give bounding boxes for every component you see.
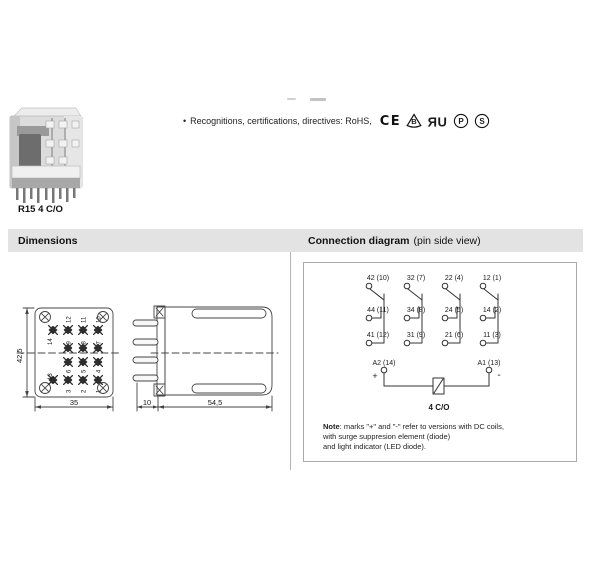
- contact-group-3: [442, 275, 463, 346]
- pin-marker: [94, 376, 103, 385]
- certification-line: [183, 112, 490, 130]
- terminal-label: 12 (1): [482, 275, 502, 282]
- side-view: [133, 306, 278, 396]
- side-clip: [154, 384, 165, 396]
- connection-title: Connection diagram: [308, 234, 410, 247]
- terminal-circle: [442, 315, 448, 321]
- connection-diagram-box: [303, 262, 577, 462]
- svg-text:U: U: [437, 114, 448, 129]
- terminal-circle: [404, 283, 410, 289]
- pin-marker: [79, 376, 88, 385]
- pin-marker: [94, 358, 103, 367]
- side-pin: [133, 375, 158, 381]
- pin-marker: [79, 326, 88, 335]
- coil-terminal-label: A1 (13): [477, 360, 501, 367]
- pin-label: 2: [81, 389, 88, 393]
- contact-group-1: [366, 275, 389, 346]
- section-header-connection: [300, 229, 583, 252]
- note-label: Note: [323, 422, 340, 431]
- relay-photo: [4, 104, 88, 204]
- certification-text: Recognitions, certifications, directives: RoHS,: [190, 116, 372, 126]
- terminal-circle: [442, 340, 448, 346]
- dim-pinlen-label: 10: [142, 398, 152, 407]
- terminal-circle: [404, 315, 410, 321]
- terminal-circle: [486, 367, 492, 373]
- svg-text:R: R: [427, 114, 438, 129]
- terminal-label: 21 (6): [444, 332, 464, 339]
- pin-label: 9: [66, 341, 73, 345]
- corner-screw: [40, 312, 51, 323]
- contact-type-label: 4 C/O: [428, 403, 450, 412]
- pin-label: 11: [81, 316, 88, 323]
- front-pins: [49, 326, 103, 385]
- pin-label: 4: [96, 369, 103, 373]
- note-line: and light indicator (LED diode).: [323, 442, 426, 451]
- svg-text:P: P: [458, 117, 464, 126]
- pin-label: 3: [66, 389, 73, 393]
- pin-label: 5: [81, 369, 88, 373]
- terminal-label: 22 (4): [444, 275, 464, 282]
- coil-terminal-label: A2 (14): [372, 360, 396, 367]
- pin-marker: [64, 376, 73, 385]
- column-divider: [290, 252, 291, 470]
- side-pin: [133, 357, 158, 363]
- s-cert-mark-icon: [474, 113, 490, 129]
- side-base-strip: [157, 307, 165, 395]
- relay-photo-body: [10, 108, 82, 203]
- contact-group-4: [480, 275, 501, 346]
- terminal-label: 32 (7): [406, 275, 426, 282]
- contact-group-2: [404, 275, 425, 346]
- terminal-circle: [480, 315, 486, 321]
- ul-recognized-icon: [427, 114, 448, 129]
- pin-label: 10: [96, 316, 103, 323]
- terminal-label: 11 (3): [483, 332, 501, 339]
- side-slot: [192, 384, 266, 393]
- terminal-circle: [480, 283, 486, 289]
- terminal-circle: [366, 283, 372, 289]
- terminal-label: 34 (8): [406, 307, 426, 314]
- side-slot: [192, 309, 266, 318]
- terminal-label: 44 (11): [367, 307, 389, 314]
- pin-marker: [64, 326, 73, 335]
- side-pin: [133, 339, 158, 345]
- terminal-circle: [404, 340, 410, 346]
- terminal-label: 31 (9): [406, 332, 426, 339]
- connection-subtitle: (pin side view): [413, 234, 481, 247]
- pin-label: 13: [48, 373, 54, 380]
- terminal-circle: [442, 283, 448, 289]
- side-clip: [154, 306, 165, 318]
- side-body: [165, 307, 272, 395]
- svg-text:S: S: [479, 117, 485, 126]
- pin-marker: [64, 358, 73, 367]
- dim-height-label: 42,5: [15, 348, 24, 363]
- dim-width-label: 35: [69, 398, 79, 407]
- side-pin: [133, 320, 158, 326]
- dim-bodylen-label: 54,5: [207, 398, 223, 407]
- terminal-label: 14 (2): [482, 307, 502, 314]
- artifact-dash: [310, 98, 326, 101]
- note-line: Note: marks "+" and "-" refer to versions with DC coils,: [323, 422, 504, 431]
- terminal-label: 42 (10): [366, 275, 390, 282]
- pin-label: 14: [48, 338, 54, 345]
- pin-marker: [79, 358, 88, 367]
- pin-marker: [49, 326, 58, 335]
- terminal-label: 24 (5): [444, 307, 464, 314]
- dimensions-drawing: [10, 255, 290, 470]
- note-block: [323, 422, 568, 452]
- pin-label: 12: [66, 316, 73, 323]
- artifact-dash: [287, 98, 296, 100]
- polarity-plus: +: [372, 371, 378, 381]
- dimensions-title: Dimensions: [18, 234, 78, 247]
- coil-circuit: [372, 360, 500, 394]
- b-safety-mark-icon: [406, 113, 422, 129]
- section-header-dimensions: [8, 229, 302, 252]
- pin-marker: [94, 326, 103, 335]
- product-label: R15 4 C/O: [18, 204, 63, 215]
- terminal-label: 41 (12): [366, 332, 390, 339]
- note-line: with surge suppresion element (diode): [323, 432, 451, 441]
- p-cert-mark-icon: [453, 113, 469, 129]
- relay-pins: [16, 188, 76, 203]
- ce-mark-icon: CE: [379, 113, 402, 129]
- terminal-circle: [480, 340, 486, 346]
- polarity-minus: -: [497, 370, 501, 381]
- terminal-circle: [366, 315, 372, 321]
- svg-text:B: B: [411, 117, 417, 127]
- pin-label: 8: [81, 341, 88, 345]
- pin-label: 6: [66, 369, 73, 373]
- terminal-circle: [366, 340, 372, 346]
- pin-label: 7: [96, 341, 103, 345]
- pin-label: 1: [96, 389, 103, 393]
- terminal-circle: [381, 367, 387, 373]
- bullet: •: [183, 116, 187, 126]
